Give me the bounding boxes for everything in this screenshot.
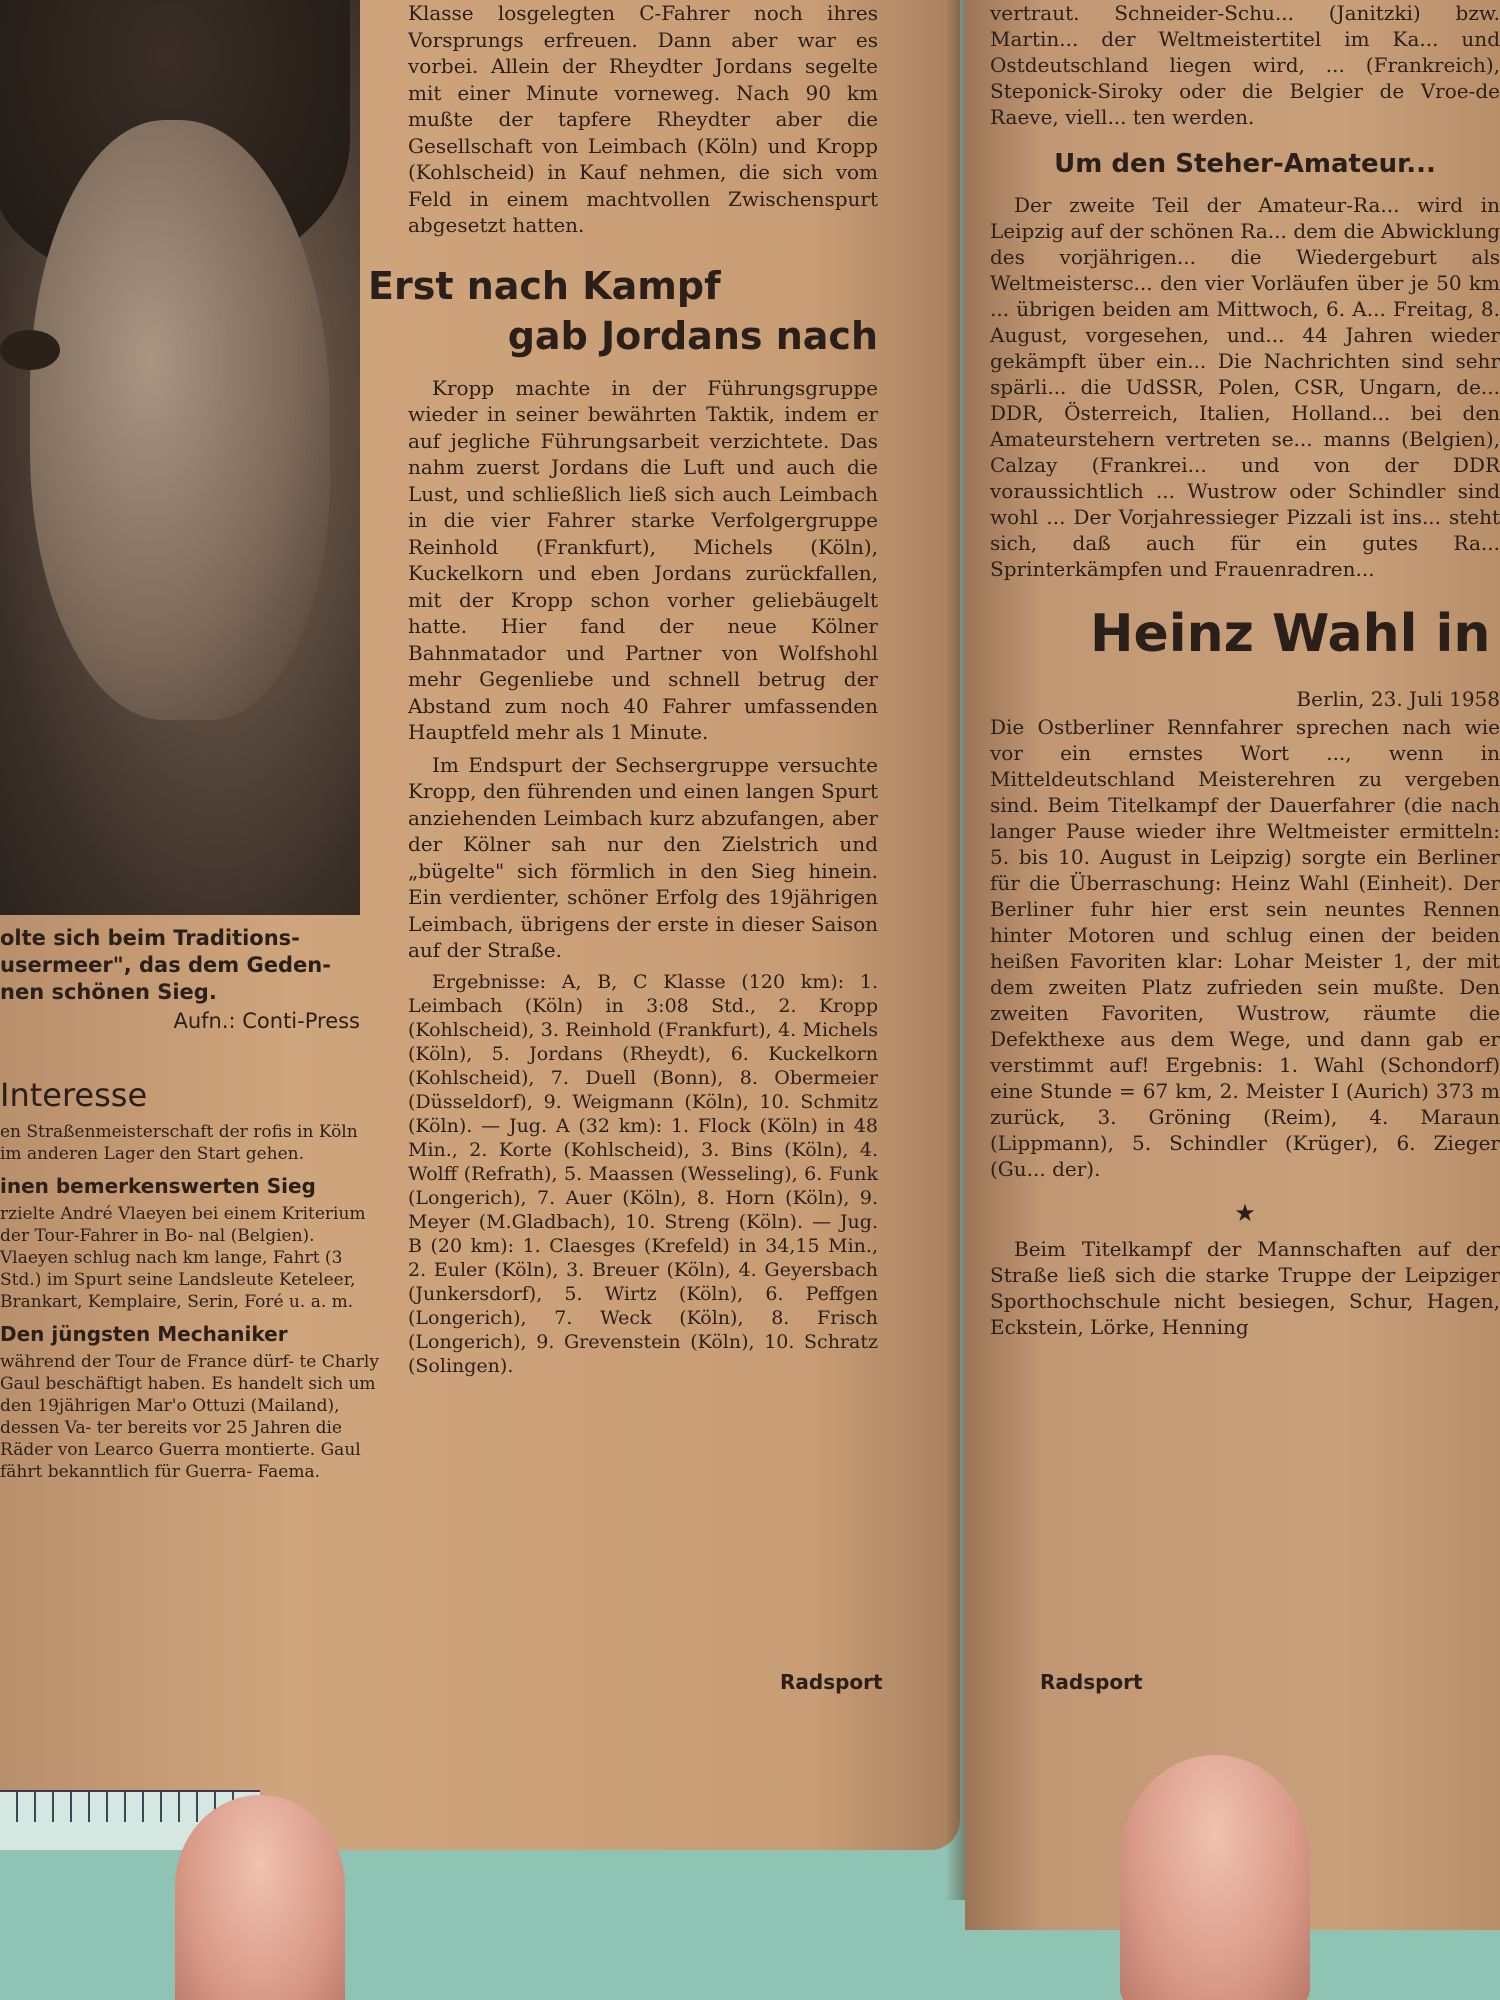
photo-face-shape bbox=[30, 120, 330, 720]
right-page bbox=[965, 0, 1500, 1930]
main-article-column bbox=[368, 0, 878, 1384]
caption-line-3: nen schönen Sieg. bbox=[0, 980, 217, 1004]
interesse-text: en Straßenmeisterschaft der rofis in Köln im anderen Lager den Start gehen. bbox=[0, 1122, 358, 1164]
caption-line-2: usermeer", das dem Geden- bbox=[0, 953, 331, 977]
left-section-label: Radsport bbox=[780, 1670, 883, 1694]
left-thumb bbox=[175, 1795, 345, 2000]
right-intro: vertraut. Schneider-Schu... (Janitzki) bzw. Martin... der Weltmeistertitel im Ka... und Ostdeutschland liegen wird, ... (Frankreich), Steponick-Siroky oder die Belgier de Vroe-de Raeve, viell... ten werden. bbox=[990, 1, 1500, 129]
cyclist-photo bbox=[0, 0, 360, 915]
mannschaft-text: Beim Titelkampf der Mannschaften auf der Straße ließ sich die starke Truppe der Leipziger Sporthochschule nicht besiegen, Schur, Hagen, Eckstein, Lörke, Henning bbox=[990, 1237, 1500, 1339]
caption-line-1: olte sich beim Traditions- bbox=[0, 926, 300, 950]
right-article-column bbox=[990, 0, 1500, 1346]
wahl-text: Die Ostberliner Rennfahrer sprechen nach wie vor ein ernstes Wort ..., wenn in Mitteldeutschland Meisterehren zu vergeben sind. Beim Titelkampf der Dauerfahrer (die nach langer Pause wieder ihre Weltmeister ermitteln: 5. bis 10. August in Leipzig) sorgte ein Berliner für die Überraschung: Heinz Wahl (Einheit). Der Berliner fuhr hier erst sein neuntes Rennen hinter Motoren und schlug einen der beiden heißen Favoriten klar: Lohar Meister 1, der mit dem zweiten Platz zufrieden sein mußte. Den zweiten Favoriten, Wustrow, räumte die Defekthexe aus dem Wege, und dann gab er verstimmt auf! Ergebnis: 1. Wahl (Schondorf) eine Stunde = 67 km, 2. Meister I (Aurich) 373 m zurück, 3. Gröning (Reim), 4. Maraun (Lippmann), 5. Schindler (Krüger), 6. Zieger (Gu... der). bbox=[990, 715, 1500, 1181]
sieg-heading: inen bemerkenswerten Sieg bbox=[0, 1174, 316, 1198]
left-short-news-column bbox=[0, 1075, 380, 1489]
article-paragraph-1: Kropp machte in der Führungsgruppe wieder in seiner bewährten Taktik, indem er auf jegliche Führungsarbeit verzichtete. Das nahm zuerst Jordans die Luft und auch die Lust, und schließlich ließ sich auch Leimbach in die vier Fahrer starke Verfolgergruppe Reinhold (Frankfurt), Michels (Köln), Kuckelkorn und eben Jordans zurückfallen, mit der Kropp schon vorher geliebäugelt hatte. Hier fand der neue Kölner Bahnmatador und Partner von Wolfshohl mehr Gegenliebe und schnell betrug der Abstand zum noch 40 Fahrer umfassenden Hauptfeld mehr als 1 Minute. bbox=[408, 375, 878, 744]
star-icon: ★ bbox=[1234, 1199, 1256, 1227]
mechaniker-heading: Den jüngsten Mechaniker bbox=[0, 1322, 288, 1346]
headline-line-1: Erst nach Kampf bbox=[368, 263, 721, 308]
wahl-headline: Heinz Wahl in bbox=[1090, 604, 1491, 664]
photo-caption bbox=[0, 925, 360, 1035]
article-intro: Klasse losgelegten C-Fahrer noch ihres Vorsprungs erfreuen. Dann aber war es vorbei. Allein der Rheydter Jordans segelte mit einer Minute vorneweg. Nach 90 km mußte der tapfere Rheydter aber die Gesellschaft von Leimbach (Köln) und Kropp (Kohlscheid) in Kauf nehmen, die sich vom Feld in einem machtvollen Zwischenspurt abgesetzt hatten. bbox=[408, 1, 878, 237]
photo-credit: Aufn.: Conti-Press bbox=[173, 1009, 360, 1033]
right-section-label: Radsport bbox=[1040, 1670, 1143, 1694]
article-paragraph-2: Im Endspurt der Sechsergruppe versuchte Kropp, den führenden und einen langen Spurt anziehenden Leimbach kurz abzufangen, aber der Kölner sah nur den Zielstrich und „bügelte" sich förmlich in den Sieg hinein. Ein verdienter, schöner Erfolg des 19jährigen Leimbach, übrigens der erste in dieser Saison auf der Straße. bbox=[408, 752, 878, 962]
steher-text: Der zweite Teil der Amateur-Ra... wird in Leipzig auf der schönen Ra... dem die Abwicklung des vorjährigen... die Wiedergeburt als Weltmeistersc... den vier Vorläufen über je 50 km ... übrigen beiden am Mittwoch, 6. A... Freitag, 8. August, vorgesehen, und... 44 Jahren wieder gekämpft über ein... Die Nachrichten sind sehr spärli... die UdSSR, Polen, CSR, Ungarn, de... DDR, Österreich, Italien, Holland... bei den Amateurstehern vertreten se... manns (Belgien), Calzay (Frankrei... und von der DDR voraussichtlich ... Wustrow oder Schindler sind wohl ... Der Vorjahressieger Pizzali ist ins... steht sich, daß auch für ein gutes Ra... Sprinterkämpfen und Frauenradren... bbox=[990, 193, 1500, 581]
steher-subhead: Um den Steher-Amateur... bbox=[1054, 149, 1436, 179]
photo-eye-shape bbox=[0, 330, 60, 370]
sieg-text: rzielte André Vlaeyen bei einem Kriterium der Tour-Fahrer in Bo- nal (Belgien). Vlaeyen schlug nach km lange, Fahrt (3 Std.) im Spurt seine Landsleute Keteleer, Brankart, Kemplaire, Serin, Foré u. a. m. bbox=[0, 1204, 366, 1312]
interesse-heading: Interesse bbox=[0, 1076, 148, 1114]
mechaniker-text: während der Tour de France dürf- te Charly Gaul beschäftigt haben. Es handelt sich um den 19jährigen Mar'o Ottuzi (Mailand), dessen Va- ter bereits vor 25 Jahren die Räder von Learco Guerra montierte. Gaul fährt bekanntlich für Guerra- Faema. bbox=[0, 1352, 379, 1482]
article-body bbox=[368, 375, 878, 964]
dateline: Berlin, 23. Juli 1958 bbox=[1296, 687, 1500, 711]
headline-line-2: gab Jordans nach bbox=[507, 313, 878, 358]
race-results: Ergebnisse: A, B, C Klasse (120 km): 1. Leimbach (Köln) in 3:08 Std., 2. Kropp (Kohlscheid), 3. Reinhold (Frankfurt), 4. Michels (Köln), 5. Jordans (Rheydt), 6. Kuckelkorn (Kohlscheid), 7. Duell (Bonn), 8. Obermeier (Düsseldorf), 9. Weigmann (Köln), 10. Schmitz (Köln). — Jug. A (32 km): 1. Flock (Köln) in 48 Min., 2. Korte (Kohlscheid), 3. Bins (Köln), 4. Wolff (Refrath), 5. Maassen (Wesseling), 6. Funk (Longerich), 7. Auer (Köln), 8. Horn (Köln), 9. Meyer (M.Gladbach), 10. Streng (Köln). — Jug. B (20 km): 1. Claesges (Krefeld) in 34,15 Min., 2. Euler (Köln), 3. Breuer (Köln), 4. Geyersbach (Junkersdorf), 5. Wirtz (Köln), 6. Peffgen (Longerich), 7. Weck (Köln), 8. Frisch (Longerich), 9. Grevenstein (Köln), 10. Schratz (Solingen). bbox=[408, 970, 878, 1377]
right-thumb bbox=[1120, 1755, 1310, 2000]
